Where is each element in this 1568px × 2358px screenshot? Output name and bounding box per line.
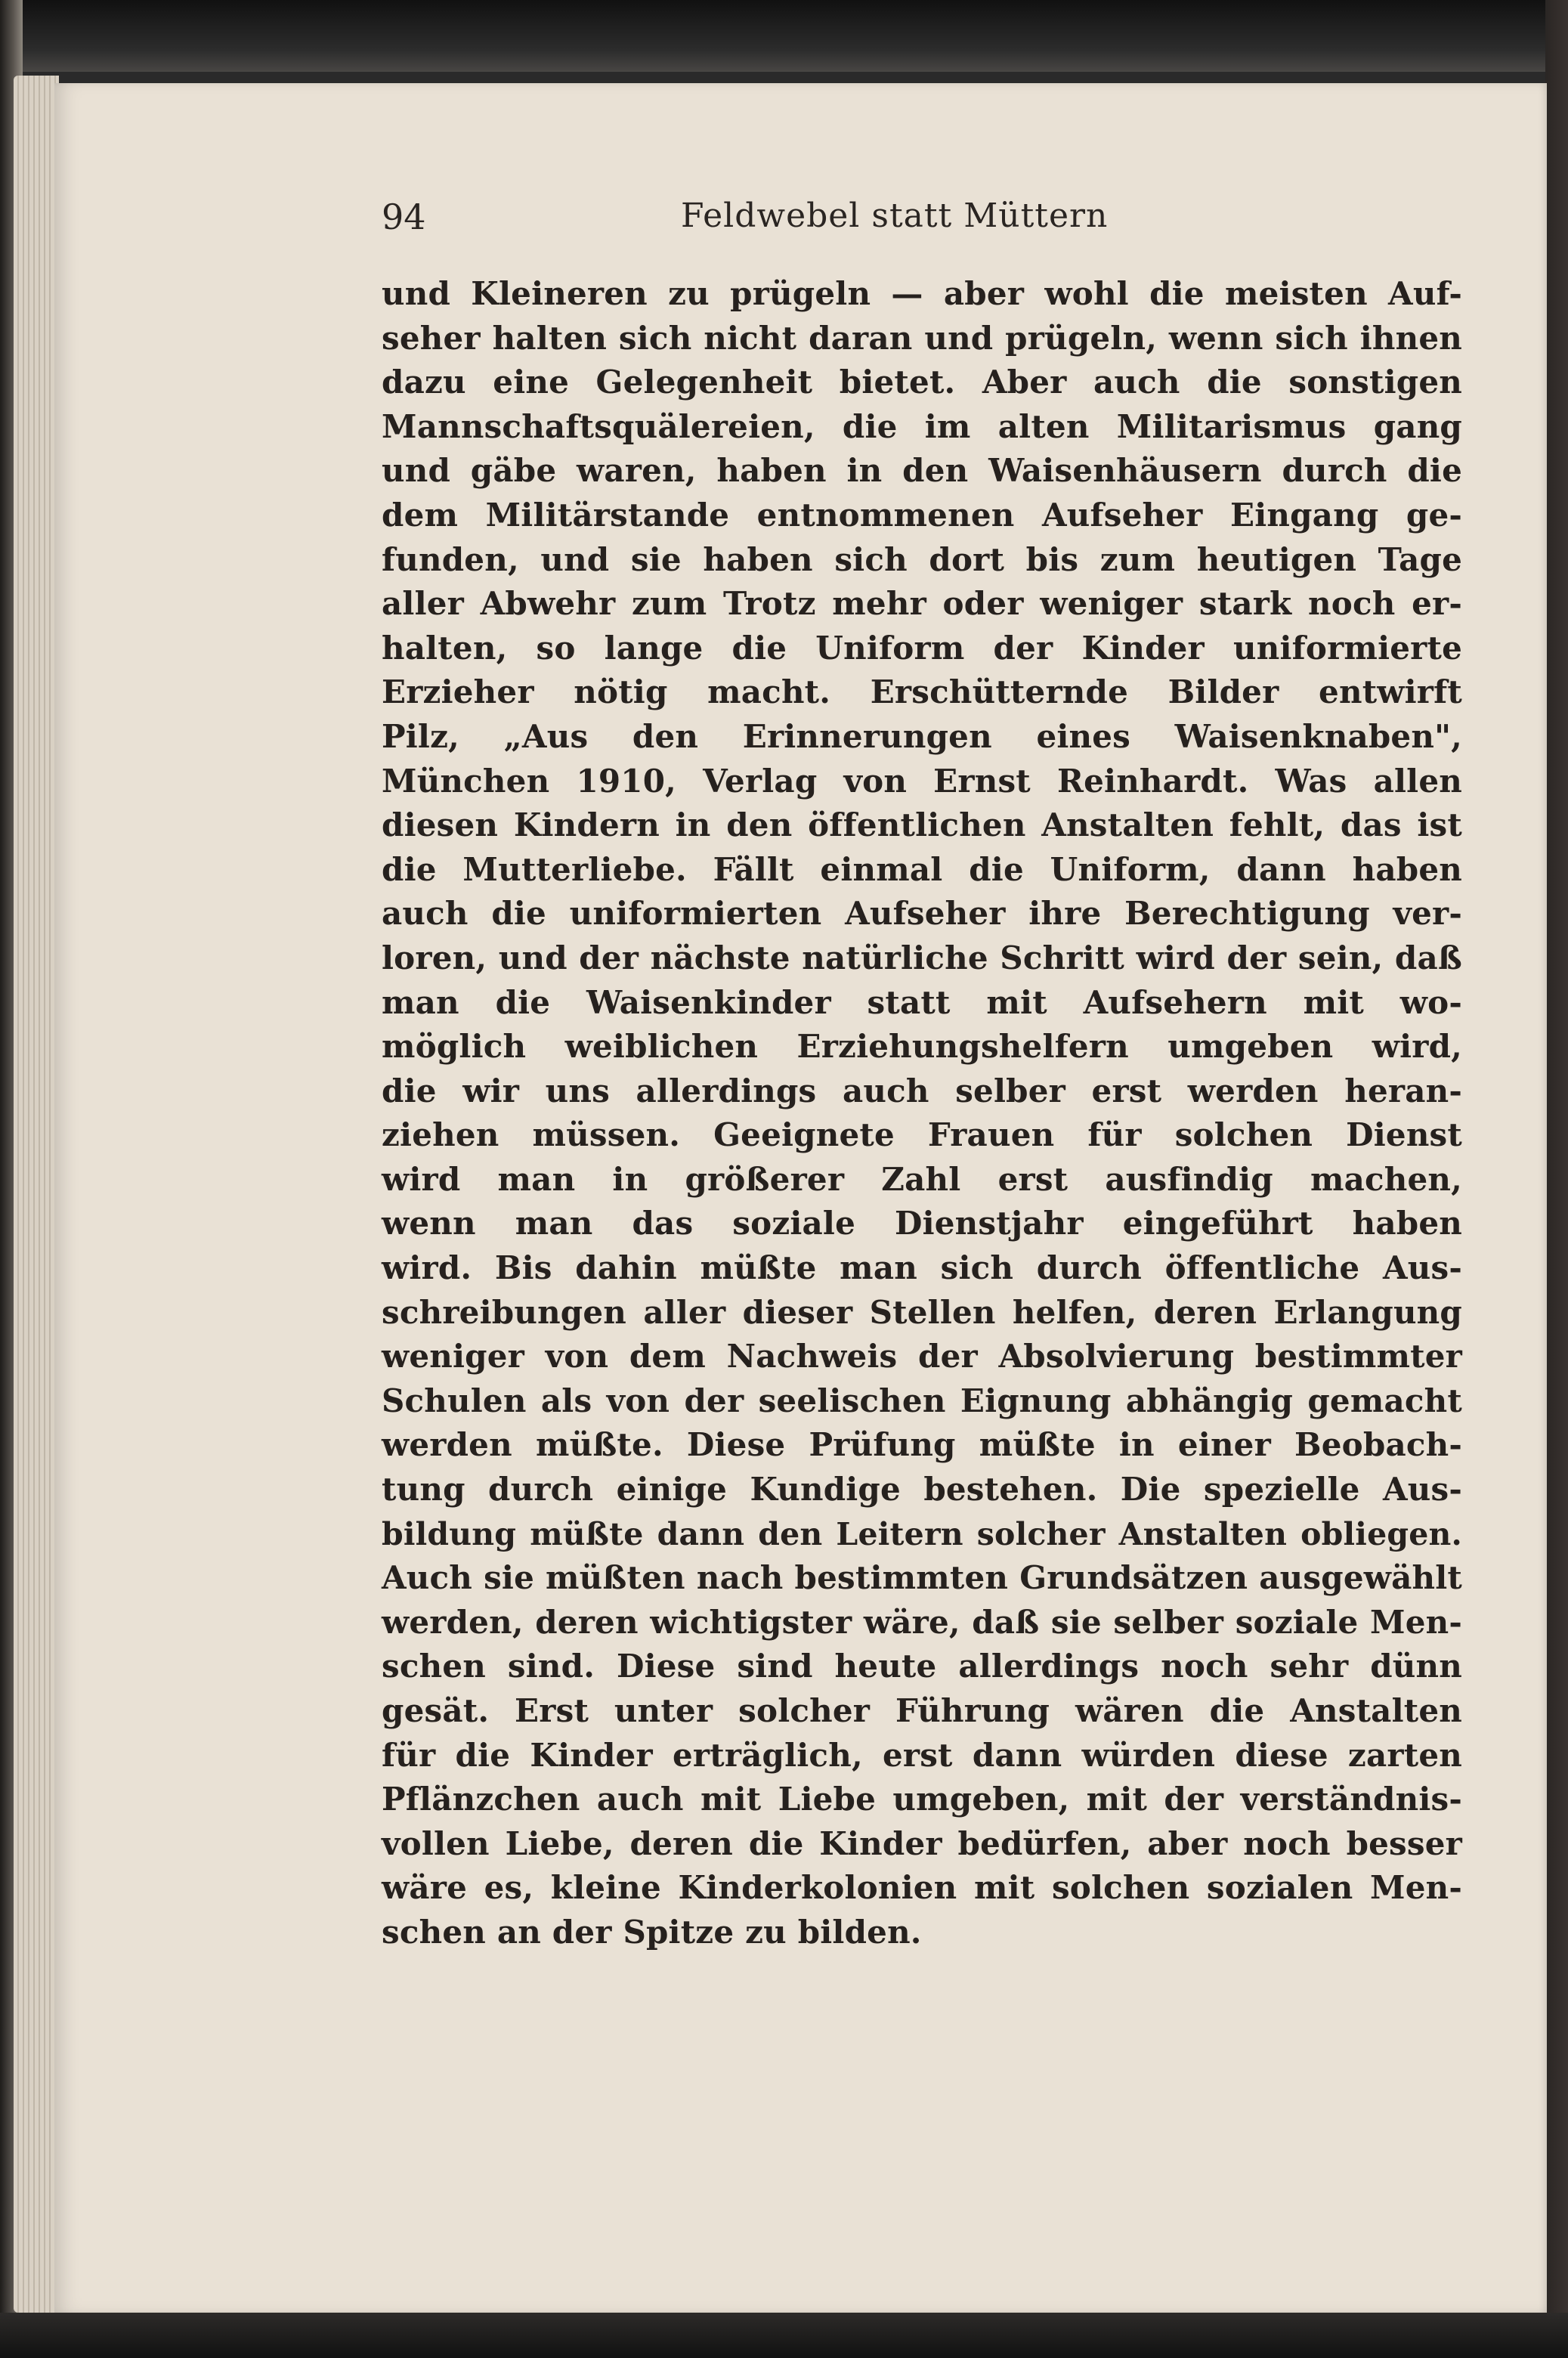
text-line: dazu eine Gelegenheit bietet. Aber auch die sonstigen — [382, 364, 1462, 401]
text-line: gesät. Erst unter solcher Führung wären die Anstalten — [382, 1692, 1462, 1729]
text-line: tung durch einige Kundige bestehen. Die spezielle Aus- — [382, 1471, 1462, 1509]
text-line: Pilz, „Aus den Erinnerungen eines Waisenknaben", — [382, 717, 1462, 755]
text-line: München 1910, Verlag von Ernst Reinhardt. Was allen — [382, 762, 1462, 800]
book-cover-top — [0, 0, 1568, 72]
text-line: Mannschaftsquälereien, die im alten Militarismus gang — [382, 407, 1462, 445]
text-line: für die Kinder erträglich, erst dann würden diese zarten — [382, 1736, 1462, 1774]
book-cover-bottom — [0, 2313, 1568, 2358]
text-line: werden, deren wichtigster wäre, daß sie selber soziale Men- — [382, 1603, 1462, 1641]
text-line: und Kleineren zu prügeln — aber wohl die meisten Auf- — [382, 275, 1462, 312]
text-line: weniger von dem Nachweis der Absolvierung bestimmter — [382, 1338, 1462, 1376]
text-line: und gäbe waren, haben in den Waisenhäusern durch die — [382, 452, 1462, 490]
text-line: wird. Bis dahin müßte man sich durch öffentliche Aus- — [382, 1249, 1462, 1287]
text-line: werden müßte. Diese Prüfung müßte in einer Beobach- — [382, 1426, 1462, 1464]
book-cover-right — [1545, 0, 1568, 2358]
text-line: möglich weiblichen Erziehungshelfern umgeben wird, — [382, 1028, 1462, 1066]
page-edges — [14, 76, 59, 2313]
body-text — [382, 272, 1462, 1955]
text-line: Schulen als von der seelischen Eignung abhängig gemacht — [382, 1382, 1462, 1419]
text-line: ziehen müssen. Geeignete Frauen für solchen Dienst — [382, 1116, 1462, 1154]
text-line: schen sind. Diese sind heute allerdings noch sehr dünn — [382, 1648, 1462, 1685]
text-line: wird man in größerer Zahl erst ausfindig machen, — [382, 1160, 1462, 1198]
page-header — [382, 189, 1462, 249]
text-line: Erzieher nötig macht. Erschütternde Bilder entwirft — [382, 673, 1462, 711]
text-line: schreibungen aller dieser Stellen helfen, deren Erlangung — [382, 1293, 1462, 1331]
text-line: vollen Liebe, deren die Kinder bedürfen, aber noch besser — [382, 1824, 1462, 1862]
text-line: aller Abwehr zum Trotz mehr oder weniger stark noch er- — [382, 585, 1462, 623]
text-line: loren, und der nächste natürliche Schritt wird der sein, daß — [382, 939, 1462, 976]
text-line: auch die uniformierten Aufseher ihre Berechtigung ver- — [382, 895, 1462, 933]
text-line: funden, und sie haben sich dort bis zum heutigen Tage — [382, 540, 1462, 578]
text-line: dem Militärstande entnommenen Aufseher Eingang ge- — [382, 496, 1462, 534]
text-line: die wir uns allerdings auch selber erst werden heran- — [382, 1072, 1462, 1109]
text-line: man die Waisenkinder statt mit Aufsehern mit wo- — [382, 983, 1462, 1021]
text-line: Pflänzchen auch mit Liebe umgeben, mit der verständnis- — [382, 1781, 1462, 1818]
text-line: Auch sie müßten nach bestimmten Grundsätzen ausgewählt — [382, 1559, 1462, 1597]
text-line: bildung müßte dann den Leitern solcher Anstalten obliegen. — [382, 1515, 1462, 1552]
text-line: wäre es, kleine Kinderkolonien mit solchen sozialen Men- — [382, 1869, 1462, 1907]
text-line: halten, so lange die Uniform der Kinder uniformierte — [382, 629, 1462, 667]
text-line: wenn man das soziale Dienstjahr eingeführt haben — [382, 1205, 1462, 1242]
running-head: Feldwebel statt Müttern — [681, 196, 1109, 235]
text-line: schen an der Spitze zu bilden. — [382, 1913, 922, 1951]
text-line: die Mutterliebe. Fällt einmal die Uniform, dann haben — [382, 850, 1462, 888]
page-number: 94 — [382, 196, 426, 237]
text-line: seher halten sich nicht daran und prügeln, wenn sich ihnen — [382, 319, 1462, 357]
text-line: diesen Kindern in den öffentlichen Anstalten fehlt, das ist — [382, 806, 1462, 844]
